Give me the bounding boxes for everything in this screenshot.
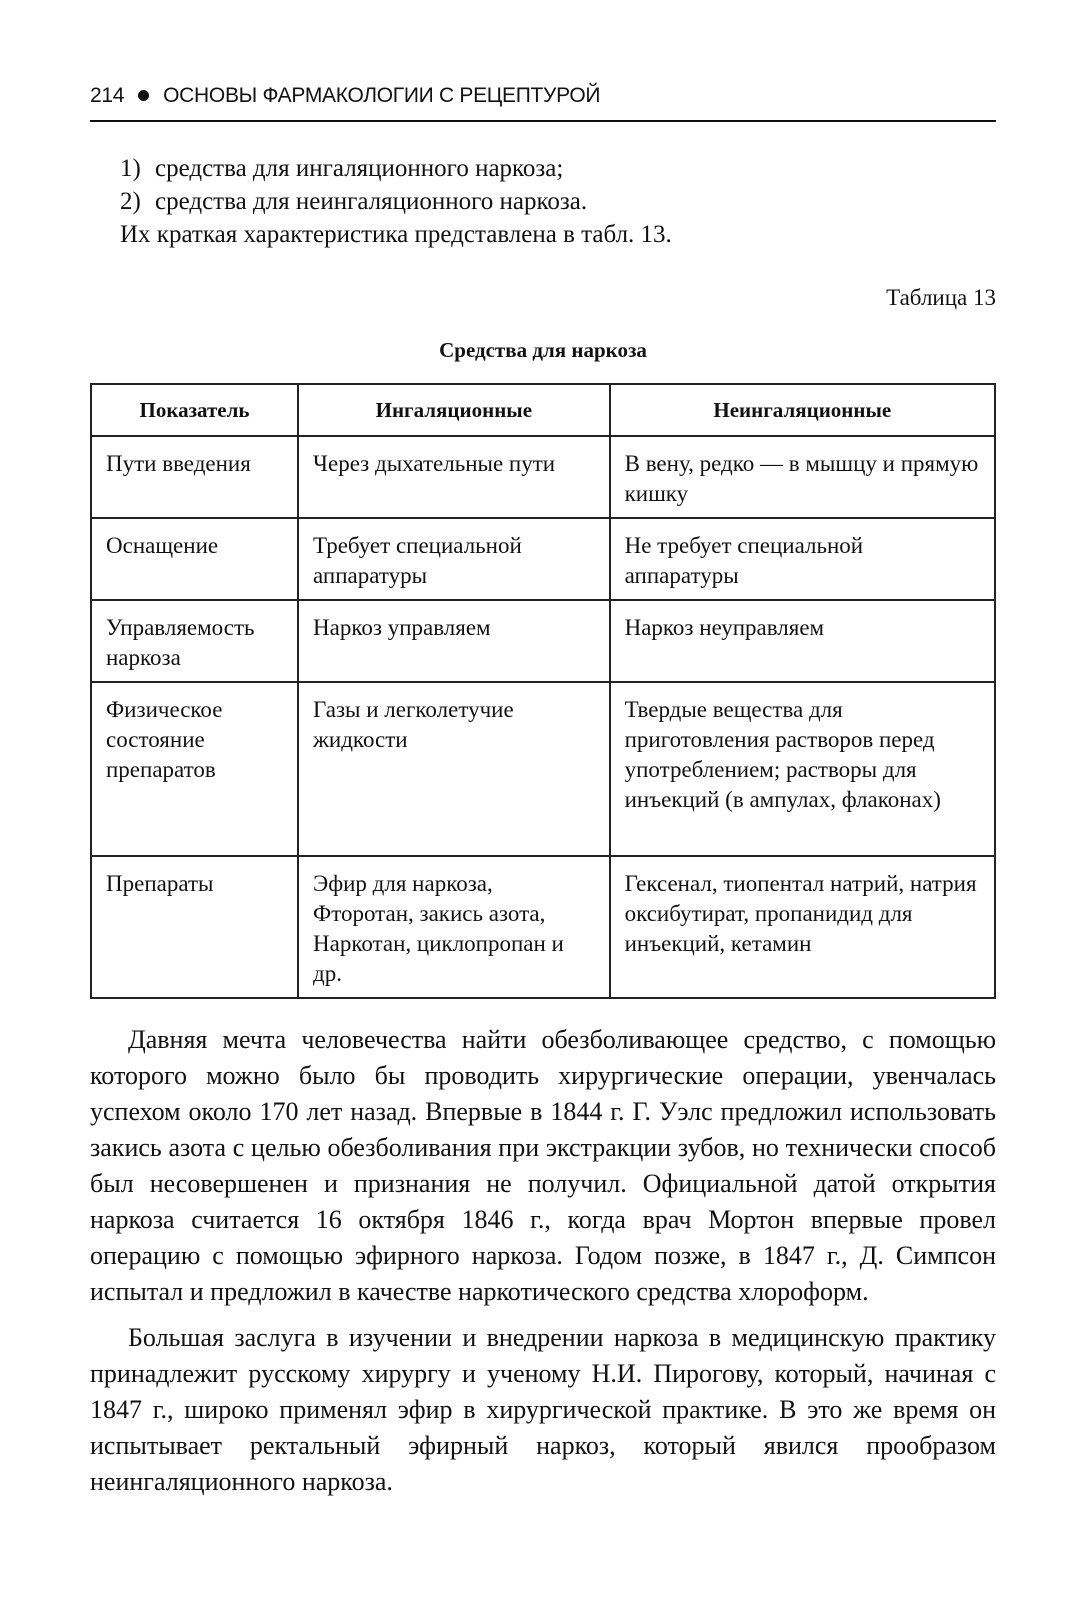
list-item-number: 1)	[120, 155, 141, 182]
table-cell: В вену, редко — в мышцу и прямую кишку	[610, 436, 995, 518]
table-row	[91, 436, 995, 518]
book-title: ОСНОВЫ ФАРМАКОЛОГИИ С РЕЦЕПТУРОЙ	[163, 84, 601, 107]
anesthesia-table	[90, 383, 996, 999]
table-cell: Через дыхательные пути	[298, 436, 610, 518]
table-cell: Гексенал, тиопентал натрий, натрия оксибутират, пропанидид для инъекций, кетамин	[610, 856, 995, 998]
bullet-dot-icon	[138, 90, 149, 101]
paragraph: Большая заслуга в изучении и внедрении наркоза в медицинскую практику принадлежит русскому хирургу и ученому Н.И. Пирогову, который, начиная с 1847 г., широко применял эфир в хирургической практике. В это же время он испытывает ректальный эфирный наркоз, который явился прообразом неингаляционного наркоза.	[90, 1323, 996, 1496]
column-header: Показатель	[91, 384, 298, 436]
body-text	[90, 1022, 996, 1510]
table-cell: Пути введения	[91, 436, 298, 518]
table-cell: Физическое состояние препаратов	[91, 682, 298, 856]
list-item-text: средства для неингаляционного наркоза.	[155, 188, 588, 215]
table-cell: Твердые вещества для приготовления растворов перед употреблением; растворы для инъекций (в ампулах, флаконах)	[610, 682, 995, 856]
table-cell: Не требует специальной аппаратуры	[610, 518, 995, 600]
table-cell: Оснащение	[91, 518, 298, 600]
table-cell: Управляемость наркоза	[91, 600, 298, 682]
table-cell: Препараты	[91, 856, 298, 998]
table-title: Средства для наркоза	[439, 338, 647, 362]
list-item-text: средства для ингаляционного наркоза;	[155, 155, 564, 182]
paragraph: Давняя мечта человечества найти обезболивающее средство, с помощью которого можно было бы проводить хирургические операции, увенчалась успехом около 170 лет назад. Впервые в 1844 г. Г. Уэлс предложил использовать закись азота с целью обезболивания при экстракции зубов, но технически способ был несовершенен и признания не получил. Официальной датой открытия наркоза считается 16 октября 1846 г., когда врач Мортон впервые провел операцию с помощью эфирного наркоза. Годом позже, в 1847 г., Д. Симпсон испытал и предложил в качестве наркотического средства хлороформ.	[90, 1025, 996, 1306]
table-cell: Наркоз управляем	[298, 600, 610, 682]
table-row	[91, 600, 995, 682]
list-item-number: 2)	[120, 188, 141, 215]
table-cell: Наркоз неуправляем	[610, 600, 995, 682]
intro-section	[120, 152, 1000, 251]
table-header-row	[91, 384, 995, 436]
list-item	[120, 185, 1000, 218]
column-header: Неингаляционные	[610, 384, 995, 436]
table-number-label: Таблица 13	[886, 285, 996, 310]
table-row	[91, 518, 995, 600]
running-header	[90, 82, 996, 122]
table-row	[91, 682, 995, 856]
page-number: 214	[90, 84, 125, 107]
table-cell: Газы и легколетучие жидкости	[298, 682, 610, 856]
list-item	[120, 152, 1000, 185]
table-row	[91, 856, 995, 998]
table-cell: Требует специальной аппаратуры	[298, 518, 610, 600]
table-cell: Эфир для наркоза, Фторотан, закись азота, Наркотан, циклопропан и др.	[298, 856, 610, 998]
column-header: Ингаляционные	[298, 384, 610, 436]
intro-note: Их краткая характеристика представлена в табл. 13.	[120, 221, 672, 248]
